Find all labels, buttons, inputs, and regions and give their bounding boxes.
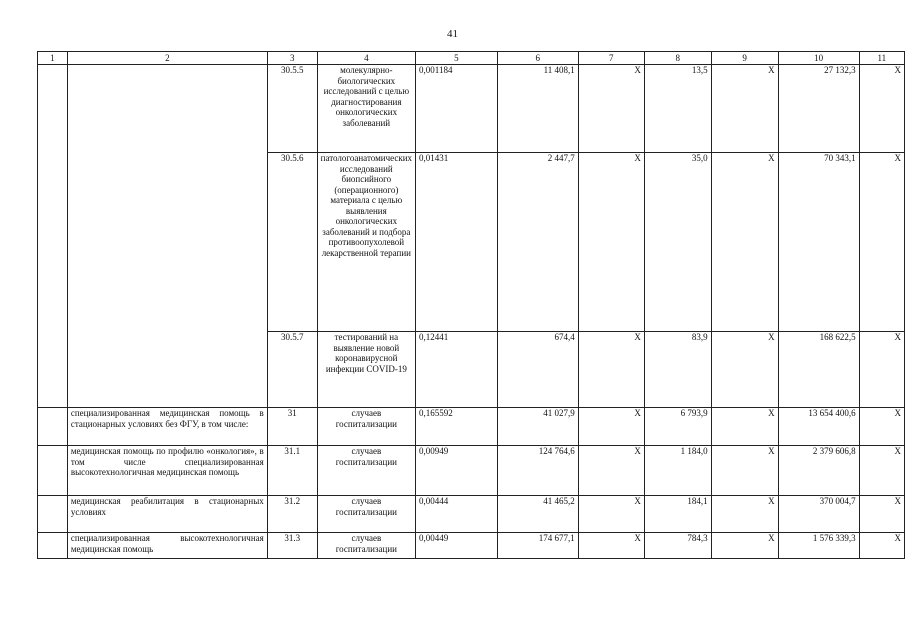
row-value-7: X xyxy=(578,408,644,446)
row-code: 31.2 xyxy=(267,496,317,533)
row-value-10: 2 379 606,8 xyxy=(778,446,859,496)
row-value-9: X xyxy=(711,533,778,559)
blank-cell xyxy=(38,496,68,533)
row-value-10: 370 004,7 xyxy=(778,496,859,533)
row-unit: случаев госпитализации xyxy=(317,446,415,496)
row-value-8: 184,1 xyxy=(644,496,711,533)
row-code: 31 xyxy=(267,408,317,446)
row-value-6: 41 027,9 xyxy=(497,408,578,446)
table-row xyxy=(38,65,905,153)
row-value-5: 0,01431 xyxy=(416,153,498,332)
row-code: 30.5.6 xyxy=(267,153,317,332)
row-value-10: 168 622,5 xyxy=(778,332,859,408)
row-value-10: 1 576 339,3 xyxy=(778,533,859,559)
row-code: 31.1 xyxy=(267,446,317,496)
row-value-11: X xyxy=(859,65,904,153)
row-value-5: 0,001184 xyxy=(416,65,498,153)
column-number: 1 xyxy=(38,52,68,65)
row-value-8: 83,9 xyxy=(644,332,711,408)
row-value-9: X xyxy=(711,408,778,446)
column-number-row xyxy=(38,52,905,65)
row-unit: случаев госпитализации xyxy=(317,408,415,446)
column-number: 8 xyxy=(644,52,711,65)
row-value-10: 70 343,1 xyxy=(778,153,859,332)
column-number: 5 xyxy=(416,52,498,65)
row-value-5: 0,12441 xyxy=(416,332,498,408)
row-value-5: 0,00949 xyxy=(416,446,498,496)
row-unit: случаев госпитализации xyxy=(317,533,415,559)
row-value-10: 27 132,3 xyxy=(778,65,859,153)
row-value-10: 13 654 400,6 xyxy=(778,408,859,446)
row-name: специализированная медицинская помощь в стационарных условиях без ФГУ, в том числе: xyxy=(67,408,267,446)
column-number: 9 xyxy=(711,52,778,65)
row-unit: патологоанатомических исследований биопсийного (операционного) материала с целью выявления онкологических заболеваний и подбора противоопухолевой лекарственной терапии xyxy=(317,153,415,332)
row-unit: тестирований на выявление новой коронавирусной инфекции COVID-19 xyxy=(317,332,415,408)
row-value-9: X xyxy=(711,65,778,153)
row-value-6: 124 764,6 xyxy=(497,446,578,496)
column-number: 11 xyxy=(859,52,904,65)
row-value-7: X xyxy=(578,332,644,408)
row-value-9: X xyxy=(711,446,778,496)
row-value-9: X xyxy=(711,496,778,533)
row-value-7: X xyxy=(578,65,644,153)
row-value-9: X xyxy=(711,332,778,408)
row-value-11: X xyxy=(859,533,904,559)
row-value-11: X xyxy=(859,446,904,496)
row-value-7: X xyxy=(578,446,644,496)
row-value-5: 0,00444 xyxy=(416,496,498,533)
row-value-6: 11 408,1 xyxy=(497,65,578,153)
row-value-7: X xyxy=(578,153,644,332)
row-value-7: X xyxy=(578,496,644,533)
row-name: медицинская помощь по профилю «онкология», в том числе специализированная высокотехнологичная медицинская помощь xyxy=(67,446,267,496)
table-row xyxy=(38,496,905,533)
row-value-11: X xyxy=(859,496,904,533)
blank-cell xyxy=(38,446,68,496)
row-value-11: X xyxy=(859,153,904,332)
blank-cell xyxy=(38,65,68,408)
row-value-8: 784,3 xyxy=(644,533,711,559)
row-unit: случаев госпитализации xyxy=(317,496,415,533)
blank-cell xyxy=(38,533,68,559)
column-number: 7 xyxy=(578,52,644,65)
row-value-9: X xyxy=(711,153,778,332)
page-number: 41 xyxy=(447,28,458,40)
row-value-7: X xyxy=(578,533,644,559)
table-row xyxy=(38,446,905,496)
column-number: 6 xyxy=(497,52,578,65)
row-value-5: 0,00449 xyxy=(416,533,498,559)
row-name: специализированная высокотехнологичная медицинская помощь xyxy=(67,533,267,559)
column-number: 10 xyxy=(778,52,859,65)
table-row xyxy=(38,408,905,446)
tariff-table xyxy=(37,51,905,559)
row-value-6: 674,4 xyxy=(497,332,578,408)
row-value-6: 41 465,2 xyxy=(497,496,578,533)
blank-cell xyxy=(38,408,68,446)
column-number: 3 xyxy=(267,52,317,65)
table-row xyxy=(38,533,905,559)
row-value-6: 2 447,7 xyxy=(497,153,578,332)
row-unit: молекулярно-биологических исследований с целью диагностирования онкологических заболеваний xyxy=(317,65,415,153)
row-value-11: X xyxy=(859,332,904,408)
row-code: 30.5.7 xyxy=(267,332,317,408)
row-value-6: 174 677,1 xyxy=(497,533,578,559)
row-name-cell xyxy=(67,65,267,408)
row-name: медицинская реабилитация в стационарных условиях xyxy=(67,496,267,533)
column-number: 2 xyxy=(67,52,267,65)
row-value-8: 6 793,9 xyxy=(644,408,711,446)
row-value-11: X xyxy=(859,408,904,446)
row-value-8: 1 184,0 xyxy=(644,446,711,496)
row-value-5: 0,165592 xyxy=(416,408,498,446)
row-value-8: 35,0 xyxy=(644,153,711,332)
column-number: 4 xyxy=(317,52,415,65)
row-code: 30.5.5 xyxy=(267,65,317,153)
row-value-8: 13,5 xyxy=(644,65,711,153)
row-code: 31.3 xyxy=(267,533,317,559)
